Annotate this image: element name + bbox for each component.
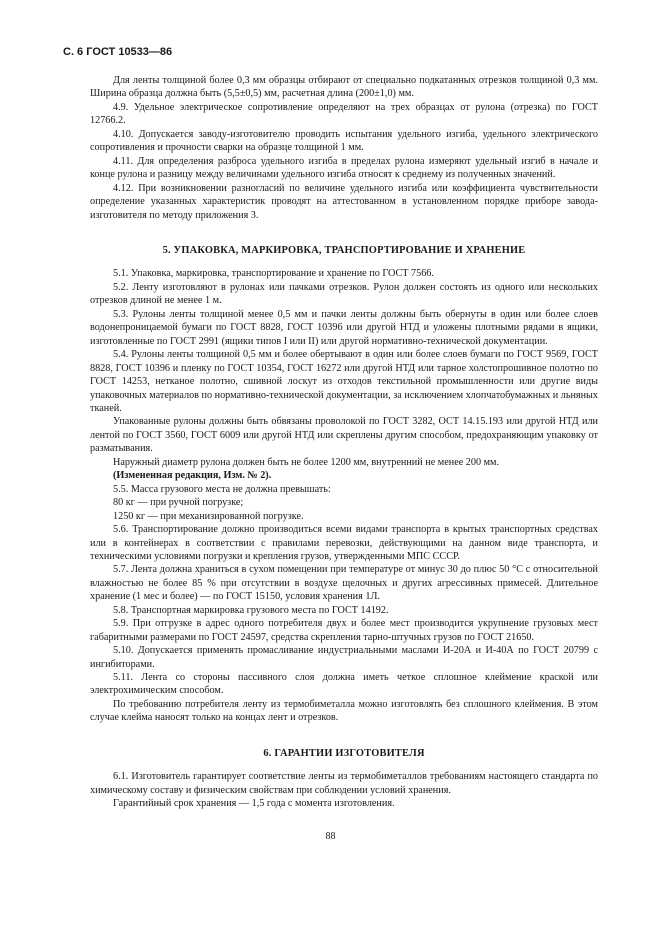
paragraph-5-6: 5.6. Транспортирование должно производиться всеми видами транспорта в крытых транспортных средствах или в контейнерах в соответствии с правилами перевозки, действующими на данном виде транспорта, и техническими условиями погрузки и крепления грузов, утвержденными МПС СССР. xyxy=(90,524,598,562)
paragraph-5-3: 5.3. Рулоны ленты толщиной менее 0,5 мм и пачки ленты должны быть обернуты в один или более слоев водонепроницаемой бумаги по ГОСТ 8828, ГОСТ 10396 или другой НТД и уложены плотными рядами в ящики, изготовленные по ГОСТ 2991 (ящики типов I или II) или другой нормативно-технической документации. xyxy=(90,308,598,347)
paragraph-5-2: 5.2. Ленту изготовляют в рулонах или пачками отрезков. Рулон должен состоять из одного или нескольких отрезков длиной не менее 1 м. xyxy=(90,281,598,307)
paragraph-6-1: 6.1. Изготовитель гарантирует соответствие ленты из термобиметаллов требованиям настоящего стандарта по химическому составу и физическим свойствам при соблюдении условий хранения. xyxy=(90,771,598,796)
paragraph-5-4-diameter: Наружный диаметр рулона должен быть не более 1200 мм, внутренний не менее 200 мм. xyxy=(113,456,500,468)
running-header: С. 6 ГОСТ 10533—86 xyxy=(63,46,173,58)
paragraph-5-5-mechanized: 1250 кг — при механизированной погрузке. xyxy=(113,510,304,522)
paragraph-4-11: 4.11. Для определения разброса удельного изгиба в пределах рулона измеряют удельный изгиб в начале и конце рулона и разницу между величинами удельного изгиба относят к среднему из полученных значений. xyxy=(90,155,598,181)
paragraph-5-9: 5.9. При отгрузке в адрес одного потребителя двух и более мест производится укрупнение грузовых мест габаритными размерами по ГОСТ 24597, средства скрепления тарно-штучных грузов по ГОСТ 21650. xyxy=(90,618,598,643)
paragraph-5-7: 5.7. Лента должна храниться в сухом помещении при температуре от минус 30 до плюс 50 °С с относительной влажностью не более 85 % при отсутствии в воздухе щелочных и других агрессивных примесей. Длительное хранение (1 мес и более) — по ГОСТ 15150, условия хранения 1Л. xyxy=(90,564,598,603)
page-body xyxy=(90,74,598,811)
paragraph-5-11: 5.11. Лента со стороны пассивного слоя должна иметь четкое сплошное клеймение краской или электрохимическим способом. xyxy=(90,672,598,697)
paragraph-5-4: 5.4. Рулоны ленты толщиной 0,5 мм и более обертывают в один или более слоев бумаги по ГОСТ 9569, ГОСТ 8828, ГОСТ 10396 и пленку по ГОСТ 10354, ГОСТ 16272 или другой НТД или тарное холстопрошивное полотно по ГОСТ 14253, нетканое полотно, сшивной лоскут из отходов текстильной промышленности или другие виды упаковочных материалов по нормативно-технической документации, за исключением хлопчатобумажных и льняных тканей. xyxy=(90,349,598,414)
paragraph-5-11-note: По требованию потребителя ленту из термобиметалла можно изготовлять без сплошного клеймения. В этом случае клейма наносят только на концах лент и отрезков. xyxy=(90,698,598,724)
paragraph-4-12: 4.12. При возникновении разногласий по величине удельного изгиба или коэффициента чувствительности определение указанных характеристик проводят на аттестованном в установленном порядке приборе завода-изготовителя по методу приложения 3. xyxy=(90,182,598,221)
paragraph-5-8: 5.8. Транспортная маркировка грузового места по ГОСТ 14192. xyxy=(113,604,389,616)
paragraph-5-1: 5.1. Упаковка, маркировка, транспортирование и хранение по ГОСТ 7566. xyxy=(113,268,434,280)
paragraph-5-5: 5.5. Масса грузового места не должна превышать: xyxy=(113,483,331,495)
paragraph-4-9: 4.9. Удельное электрическое сопротивление определяют на трех образцах от рулона (отрезка) по ГОСТ 12766.2. xyxy=(90,101,598,127)
section-5-heading: 5. УПАКОВКА, МАРКИРОВКА, ТРАНСПОРТИРОВАНИЕ И ХРАНЕНИЕ xyxy=(162,244,526,256)
page-number: 88 xyxy=(325,831,336,842)
paragraph-6-warranty: Гарантийный срок хранения — 1,5 года с момента изготовления. xyxy=(113,798,395,810)
paragraph-5-10: 5.10. Допускается применять промасливание индустриальными маслами И-20А и И-40А по ГОСТ 20799 с ингибиторами. xyxy=(90,645,598,670)
paragraph: Для ленты толщиной более 0,3 мм образцы отбирают от специально подкатанных отрезков толщиной 0,3 мм. Ширина образца должна быть (5,5±0,5) мм, расчетная длина (200±1,0) мм. xyxy=(90,75,598,100)
amendment-note: (Измененная редакция, Изм. № 2). xyxy=(113,470,272,482)
paragraph-5-5-manual: 80 кг — при ручной погрузке; xyxy=(113,497,244,509)
paragraph-4-10: 4.10. Допускается заводу-изготовителю проводить испытания удельного изгиба, удельного электрического сопротивления и прочности сварки на образце толщиной 1 мм. xyxy=(90,128,598,154)
paragraph-5-4-binding: Упакованные рулоны должны быть обвязаны проволокой по ГОСТ 3282, ОСТ 14.15.193 или другой НТД или лентой по ГОСТ 3560, ГОСТ 6009 или другой НТД или скреплены другим способом, предохраняющим упаковку от разматывания. xyxy=(90,416,598,455)
section-6-heading: 6. ГАРАНТИИ ИЗГОТОВИТЕЛЯ xyxy=(263,747,425,759)
